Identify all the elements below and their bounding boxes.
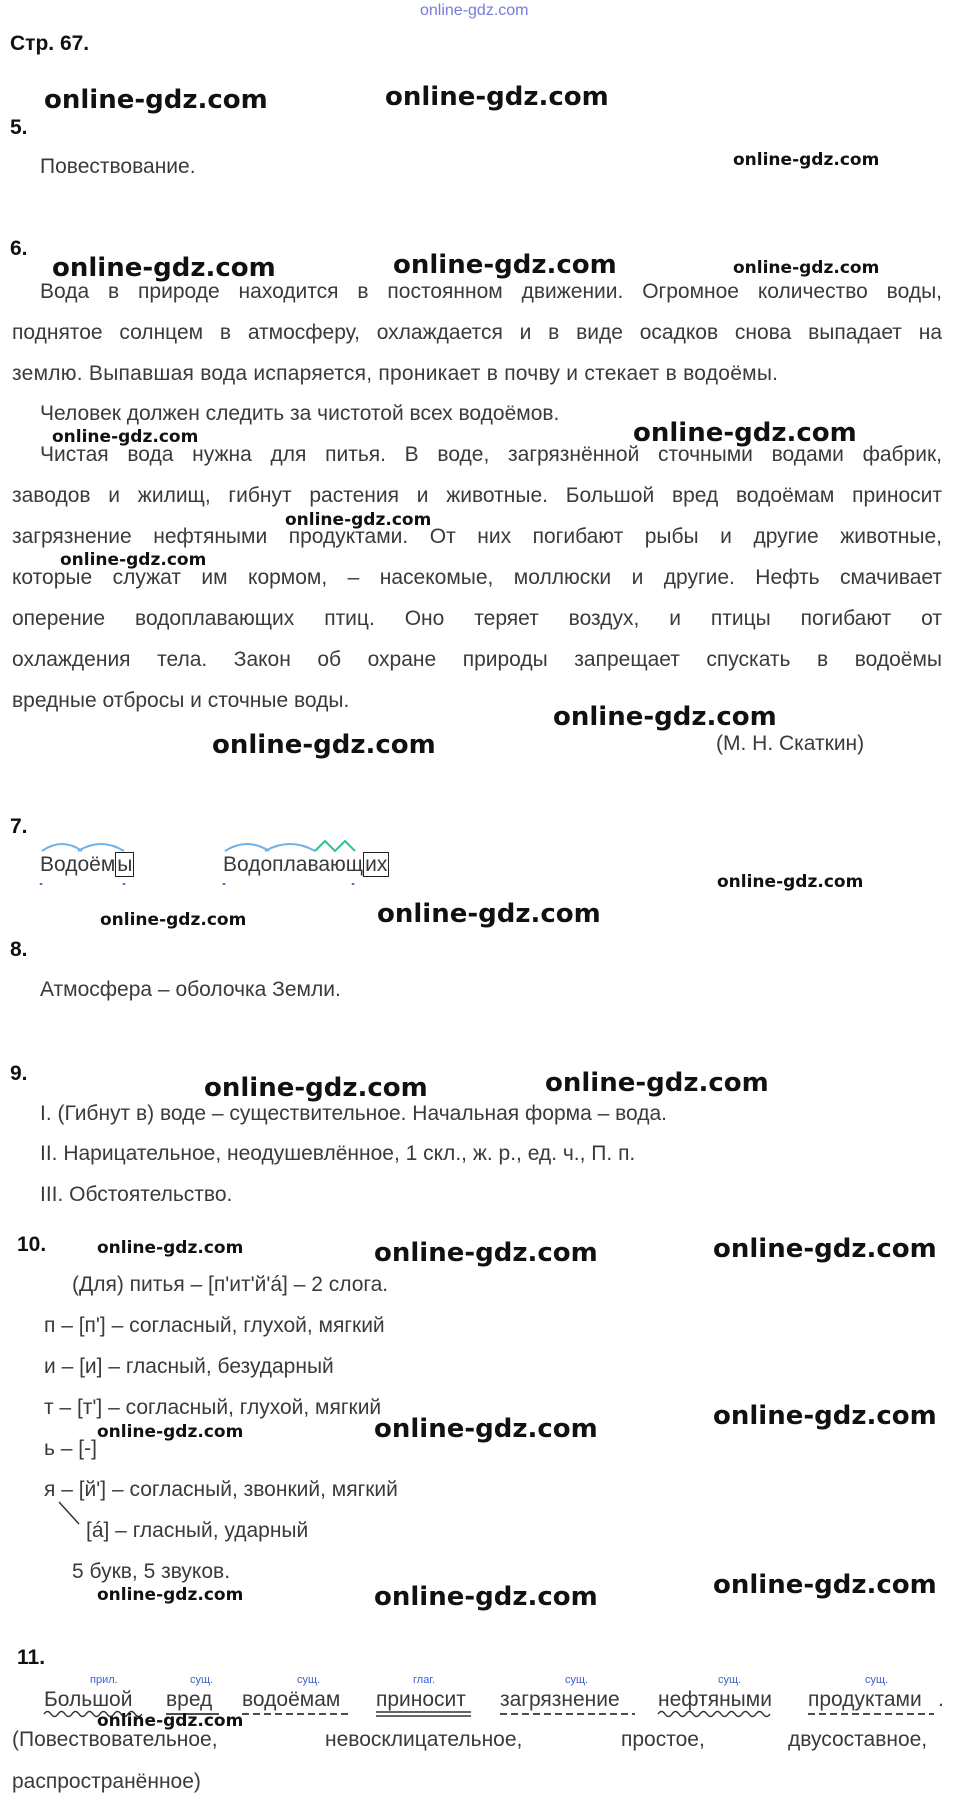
morpheme-word-1 (40, 853, 134, 877)
sentence-description: простое, (621, 1728, 705, 1751)
word-1-stem: Водоём (40, 853, 116, 876)
pos-label: сущ. (565, 1674, 589, 1686)
task-6-line: Вода в природе находится в постоянном движении. Огромное количество воды, (40, 280, 942, 303)
phonetic-line: ь – [-] (44, 1437, 97, 1460)
task-6-paragraph-line: оперение водоплавающих птиц. Оно теряет воздух, и птицы погибают от (12, 607, 942, 630)
sentence-description: распространённое) (12, 1770, 201, 1793)
watermark: online-gdz.com (285, 510, 432, 530)
task-9-line: II. Нарицательное, неодушевлённое, 1 скл., ж. р., ед. ч., П. п. (40, 1142, 636, 1165)
sentence-word: водоёмам (242, 1688, 341, 1711)
task-6-paragraph-line: Чистая вода нужна для питья. В воде, загрязнённой сточными водами фабрик, (40, 443, 942, 466)
task-5-answer: Повествование. (40, 155, 196, 178)
sentence-word: нефтяными (658, 1688, 772, 1711)
watermark: online-gdz.com (717, 872, 864, 892)
task-6-paragraph-line: заводов и жилищ, гибнут растения и животные. Большой вред водоёмам приносит (12, 484, 942, 507)
watermark: online-gdz.com (374, 1582, 598, 1612)
watermark: online-gdz.com (97, 1422, 244, 1442)
task-11-number: 11. (17, 1646, 46, 1669)
sentence-word: вред (166, 1688, 213, 1711)
phonetic-line: [á] – гласный, ударный (86, 1519, 309, 1542)
task-6-paragraph-line: которые служат им кормом, – насекомые, моллюски и другие. Нефть смачивает (12, 566, 942, 589)
phonetic-line: 5 букв, 5 звуков. (72, 1560, 231, 1583)
phonetic-line: п – [п'] – согласный, глухой, мягкий (44, 1314, 385, 1337)
sentence-word: приносит (376, 1688, 466, 1711)
watermark: online-gdz.com (377, 899, 601, 929)
watermark: online-gdz.com (100, 910, 247, 930)
watermark: online-gdz.com (97, 1238, 244, 1258)
task-6-paragraph-line: охлаждения тела. Закон об охране природы запрещает спускать в водоёмы (12, 648, 942, 671)
phonetic-line: я – [й'] – согласный, звонкий, мягкий (44, 1478, 398, 1501)
watermark: online-gdz.com (733, 150, 880, 170)
pos-label: прил. (90, 1674, 118, 1686)
phonetic-line: и – [и] – гласный, безударный (44, 1355, 334, 1378)
watermark: online-gdz.com (733, 258, 880, 278)
task-6-paragraph-line: вредные отбросы и сточные воды. (12, 689, 350, 712)
task-10-number: 10. (17, 1233, 47, 1256)
watermark: online-gdz.com (97, 1711, 244, 1731)
watermark: online-gdz.com (52, 427, 199, 447)
task-7-number: 7. (10, 815, 28, 838)
sentence-description: невосклицательное, (325, 1728, 523, 1751)
word-1-ending: ы (117, 853, 133, 876)
page-title: Стр. 67. (10, 32, 90, 55)
sentence-word: продуктами (808, 1688, 922, 1711)
word-2-ending: их (365, 853, 388, 876)
task-6-line: землю. Выпавшая вода испаряется, проникает в почву и стекает в водоёмы. (12, 362, 779, 385)
word-2-stem: Водоплавающ (223, 853, 364, 876)
pos-label: сущ. (865, 1674, 889, 1686)
watermark: online-gdz.com (713, 1234, 937, 1264)
watermark: online-gdz.com (52, 253, 276, 283)
sentence-description: двусоставное, (788, 1728, 928, 1751)
watermark: online-gdz.com (545, 1068, 769, 1098)
pos-label: сущ. (297, 1674, 321, 1686)
watermark: online-gdz.com (44, 85, 268, 115)
watermark: online-gdz.com (97, 1585, 244, 1605)
watermark: online-gdz.com (204, 1073, 428, 1103)
pos-label: глаг. (413, 1674, 436, 1686)
task-6-number: 6. (10, 237, 28, 260)
sentence-word: Большой (44, 1688, 133, 1711)
task-8-answer: Атмосфера – оболочка Земли. (40, 978, 341, 1001)
sentence-period: . (938, 1688, 944, 1711)
watermark: online-gdz.com (713, 1570, 937, 1600)
watermark: online-gdz.com (212, 730, 436, 760)
watermark: online-gdz.com (553, 702, 777, 732)
watermark: online-gdz.com (374, 1238, 598, 1268)
watermark: online-gdz.com (713, 1401, 937, 1431)
watermark: online-gdz.com (374, 1414, 598, 1444)
ya-branch-line (55, 1500, 85, 1530)
morpheme-word-2 (223, 853, 389, 877)
pos-label: сущ. (190, 1674, 214, 1686)
task-9-line: I. (Гибнут в) воде – существительное. Начальная форма – вода. (40, 1102, 667, 1125)
sentence-word: загрязнение (500, 1688, 620, 1711)
task-8-number: 8. (10, 938, 28, 961)
task-6-author: (М. Н. Скаткин) (716, 732, 865, 755)
watermark: online-gdz.com (633, 418, 857, 448)
watermark: online-gdz.com (60, 550, 207, 570)
task-6-line: Человек должен следить за чистотой всех водоёмов. (40, 402, 560, 425)
task-5-number: 5. (10, 116, 28, 139)
task-9-line: III. Обстоятельство. (40, 1183, 233, 1206)
task-9-number: 9. (10, 1062, 28, 1085)
task-6-paragraph-line: загрязнение нефтяными продуктами. От них погибают рыбы и другие животные, (12, 525, 942, 548)
watermark: online-gdz.com (393, 250, 617, 280)
phonetic-line: т – [т'] – согласный, глухой, мягкий (44, 1396, 382, 1419)
top-watermark: online-gdz.com (420, 2, 529, 19)
pos-label: сущ. (718, 1674, 742, 1686)
task-6-line: поднятое солнцем в атмосферу, охлаждается и в виде осадков снова выпадает на (12, 321, 942, 344)
phonetic-line: (Для) питья – [п'ит'й'á] – 2 слога. (72, 1273, 389, 1296)
watermark: online-gdz.com (385, 82, 609, 112)
sentence-description: (Повествовательное, (12, 1728, 218, 1751)
